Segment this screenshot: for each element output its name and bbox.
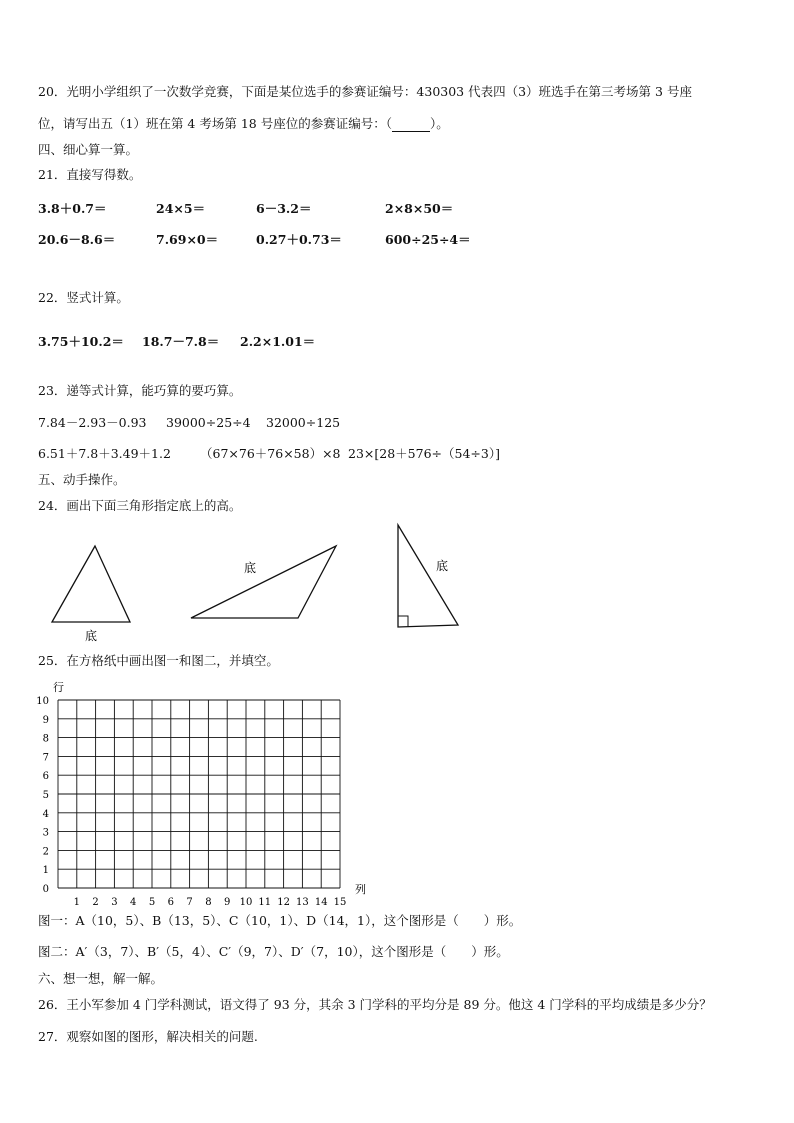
q25-figure1: 图一：A（10，5）、B（13，5）、C（10，1）、D（14，1），这个图形是（ ）形。: [38, 913, 522, 928]
q21-title: 21．直接写得数。: [38, 167, 142, 182]
base-label: 底: [436, 559, 449, 573]
y-tick-label: 1: [42, 865, 49, 877]
y-tick-label: 2: [42, 846, 49, 858]
section-4-heading: 四、细心算一算。: [38, 142, 139, 157]
x-tick-label: 12: [277, 897, 290, 908]
x-tick-label: 6: [167, 897, 174, 908]
x-tick-label: 2: [92, 897, 99, 908]
x-tick-label: 8: [205, 897, 212, 908]
q22-title: 22．竖式计算。: [38, 290, 129, 305]
y-tick-label: 8: [42, 733, 49, 745]
y-tick-label: 3: [42, 827, 49, 839]
q21-item: 600÷25÷4＝: [385, 232, 471, 247]
q20-line2: [38, 116, 449, 132]
q26-text: 26．王小军参加 4 门学科测试，语文得了 93 分，其余 3 门学科的平均分是 89 分。他这 4 门学科的平均成绩是多少分？: [38, 997, 712, 1012]
x-tick-label: 15: [333, 897, 347, 908]
q21-item: 6－3.2＝: [256, 201, 312, 216]
x-tick-label: 11: [258, 897, 272, 908]
x-tick-label: 7: [186, 897, 193, 908]
y-tick-label: 4: [42, 808, 49, 820]
q20-answer-blank[interactable]: [392, 119, 430, 132]
base-label: 底: [244, 561, 257, 575]
q21-item: 2×8×50＝: [385, 201, 454, 216]
q21-item: 3.8＋0.7＝: [38, 201, 107, 216]
base-label: 底: [85, 629, 98, 643]
q21-item: 7.69×0＝: [156, 232, 219, 247]
x-tick-label: 10: [239, 897, 253, 908]
q20-line2-end: ）。: [429, 116, 449, 131]
x-tick-label: 9: [224, 897, 231, 908]
q24-triangles: [0, 515, 794, 650]
grid-lines: [58, 700, 340, 888]
q25-figure2: 图二：A′（3，7）、B′（5，4）、C′（9，7）、D′（7，10），这个图形是（ ）形。: [38, 944, 509, 959]
triangle-right[interactable]: [398, 525, 458, 627]
section-5-heading: 五、动手操作。: [38, 472, 126, 487]
section-6-heading: 六、想一想，解一解。: [38, 971, 164, 986]
q23-item: 23×[28＋576÷（54÷3）]: [348, 446, 500, 461]
x-tick-label: 4: [130, 897, 137, 908]
q20-line1: 20．光明小学组织了一次数学竞赛，下面是某位选手的参赛证编号：430303 代表四（3）班选手在第三考场第 3 号座: [38, 84, 692, 99]
q21-item: 20.6－8.6＝: [38, 232, 116, 247]
y-tick-label: 10: [36, 696, 49, 707]
q27-text: 27．观察如图的图形，解决相关的问题.: [38, 1029, 258, 1044]
q25-title: 25．在方格纸中画出图一和图二，并填空。: [38, 653, 279, 668]
y-tick-label: 5: [42, 790, 49, 801]
triangle-obtuse[interactable]: [191, 546, 336, 618]
q23-title: 23．递等式计算，能巧算的要巧算。: [38, 383, 242, 398]
y-tick-label: 9: [42, 714, 49, 726]
row-axis-label: 行: [53, 681, 64, 694]
col-axis-label: 列: [355, 883, 366, 896]
x-tick-label: 1: [73, 897, 80, 908]
y-tick-label: 7: [42, 752, 49, 764]
y-tick-label: 6: [42, 771, 49, 783]
x-tick-labels: [74, 897, 347, 908]
q22-item: 18.7－7.8＝: [142, 334, 220, 349]
x-tick-label: 13: [296, 897, 309, 908]
q23-item: 32000÷125: [266, 415, 341, 430]
x-tick-label: 14: [314, 897, 328, 908]
grid-paper[interactable]: [0, 672, 400, 908]
y-tick-labels: [36, 696, 49, 895]
q21-item: 24×5＝: [156, 201, 206, 216]
q21-item: 0.27＋0.73＝: [256, 232, 342, 247]
q22-item: 3.75＋10.2＝: [38, 334, 124, 349]
q23-item: 39000÷25÷4: [166, 415, 251, 430]
triangle-acute[interactable]: [52, 546, 130, 643]
q23-item: 7.84－2.93－0.93: [38, 415, 147, 430]
q20-line2-text: 位，请写出五（1）班在第 4 考场第 18 号座位的参赛证编号：（: [38, 116, 392, 131]
q24-title: 24．画出下面三角形指定底上的高。: [38, 498, 242, 513]
x-tick-label: 3: [111, 897, 118, 908]
x-tick-label: 5: [148, 897, 156, 908]
q22-item: 2.2×1.01＝: [240, 334, 316, 349]
q23-item: （67×76＋76×58）×8: [200, 446, 341, 461]
y-tick-label: 0: [42, 884, 49, 895]
q23-item: 6.51＋7.8＋3.49＋1.2: [38, 446, 171, 461]
